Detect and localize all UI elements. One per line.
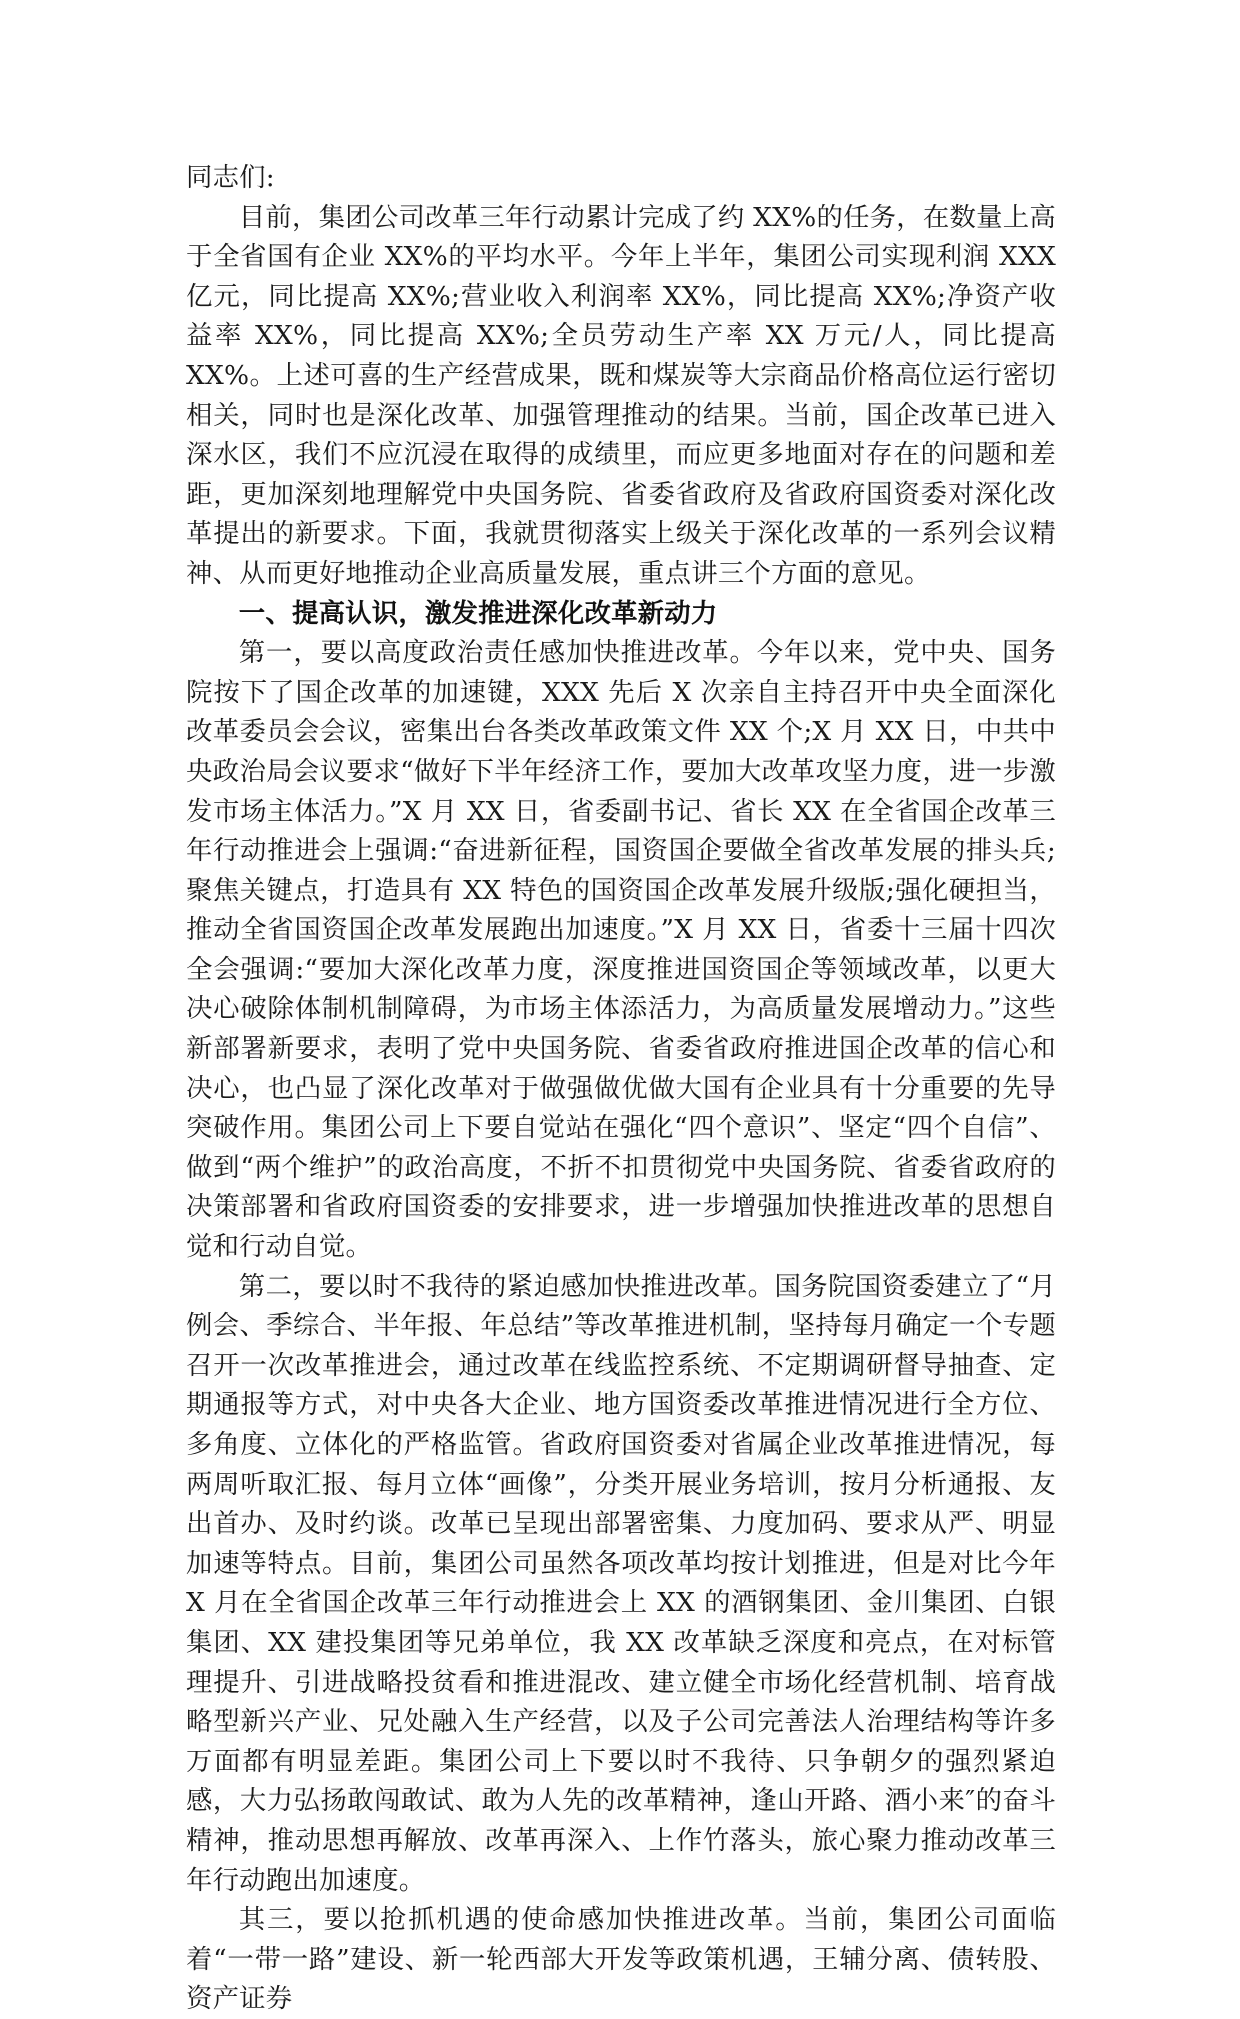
paragraph-third-point: 其三，要以抢抓机遇的使命感加快推进改革。当前，集团公司面临着“一带一路”建设、新一轮西部大开发等政策机遇，王辅分离、债转股、资产证券	[186, 1904, 1056, 2015]
section-heading: 一、提高认识，激发推进深化改革新动力	[238, 597, 718, 629]
paragraph-first-point: 第一，要以高度政治责任感加快推进改革。今年以来，党中央、国务院按下了国企改革的加速键，XXX 先后 X 次亲自主持召开中央全面深化改革委员会会议，密集出台各类改革政策文件 XX 个;X 月 XX 日，中共中央政治局会议要求“做好下半年经济工作，要加大改革攻坚力度，进一步激发市场主体活力。”X 月 XX 日，省委副书记、省长 XX 在全省国企改革三年行动推进会上强调:“奋进新征程，国资国企要做全省改革发展的排头兵;聚焦关键点，打造具有 XX 特色的国资国企改革发展升级版;强化硬担当，推动全省国资国企改革发展跑出加速度。”X 月 XX 日，省委十三届十四次全会强调:“要加大深化改革力度，深度推进国资国企等领域改革，以更大决心破除体制机制障碍，为市场主体添活力，为高质量发展增动力。”这些新部署新要求，表明了党中央国务院、省委省政府推进国企改革的信心和决心，也凸显了深化改革对于做强做优做大国有企业具有十分重要的先导突破作用。集团公司上下要自觉站在强化“四个意识”、坚定“四个自信”、做到“两个维护”的政治高度，不折不扣贯彻党中央国务院、省委省政府的决策部署和省政府国资委的安排要求，进一步增强加快推进改革的思想自觉和行动自觉。	[186, 637, 1056, 1263]
intro-paragraph: 目前，集团公司改革三年行动累计完成了约 XX%的任务，在数量上高于全省国有企业 XX%的平均水平。今年上半年，集团公司实现利润 XXX 亿元，同比提高 XX%;营业收入利润率 XX%，同比提高 XX%;净资产收益率 XX%，同比提高 XX%;全员劳动生产率 XX 万元/人，同比提高 XX%。上述可喜的生产经营成果，既和煤炭等大宗商品价格高位运行密切相关，同时也是深化改革、加强管理推动的结果。当前，国企改革已进入深水区，我们不应沉浸在取得的成绩里，而应更多地面对存在的问题和差距，更加深刻地理解党中央国务院、省委省政府及省政府国资委对深化改革提出的新要求。下面，我就贯彻落实上级关于深化改革的一系列会议精神、从而更好地推动企业高质量发展，重点讲三个方面的意见。	[186, 201, 1056, 589]
document-page	[186, 158, 1056, 2019]
salutation: 同志们:	[186, 162, 275, 193]
paragraph-second-point: 第二，要以时不我待的紧迫感加快推进改革。国务院国资委建立了“月例会、季综合、半年报、年总结”等改革推进机制，坚持每月确定一个专题召开一次改革推进会，通过改革在线监控系统、不定期调研督导抽查、定期通报等方式，对中央各大企业、地方国资委改革推进情况进行全方位、多角度、立体化的严格监管。省政府国资委对省属企业改革推进情况，每两周听取汇报、每月立体“画像”，分类开展业务培训，按月分析通报、友出首办、及时约谈。改革已呈现出部署密集、力度加码、要求从严、明显加速等特点。目前，集团公司虽然各项改革均按计划推进，但是对比今年 X 月在全省国企改革三年行动推进会上 XX 的酒钢集团、金川集团、白银集团、XX 建投集团等兄弟单位，我 XX 改革缺乏深度和亮点，在对标管理提升、引进战略投贫看和推进混改、建立健全市场化经营机制、培育战略型新兴产业、兄处融入生产经营，以及子公司完善法人治理结构等许多万面都有明显差距。集团公司上下要以时不我待、只争朝夕的强烈紧迫感，大力弘扬敢闯敢试、敢为人先的改革精神，逢山开路、酒小来″的奋斗精神，推动思想再解放、改革再深入、上作竹落头，旅心聚力推动改革三年行动跑出加速度。	[186, 1270, 1056, 1896]
